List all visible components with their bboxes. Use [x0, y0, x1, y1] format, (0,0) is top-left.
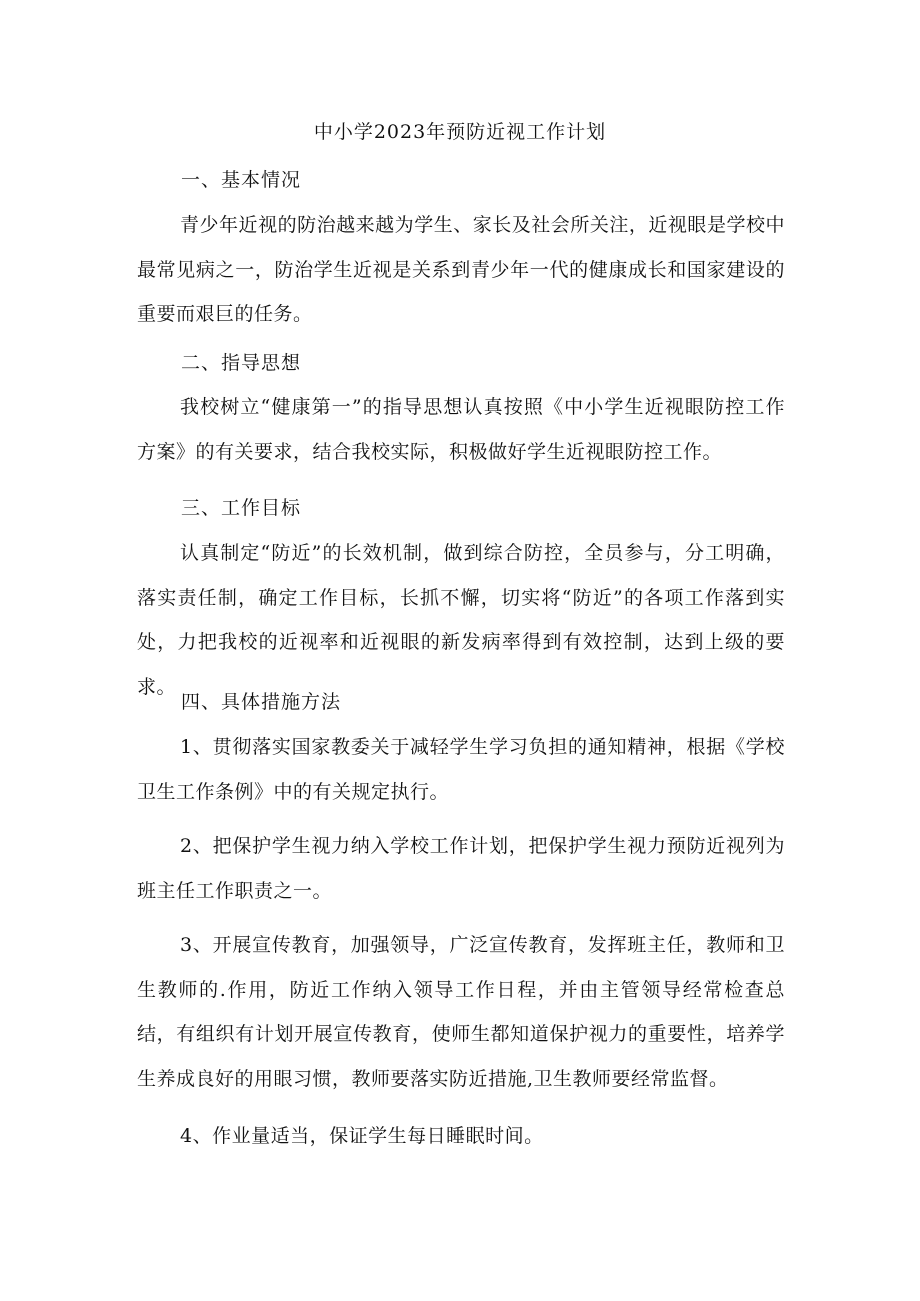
- section-heading-work-goals: 三、工作目标: [181, 497, 302, 519]
- measure-item: 2、把保护学生视力纳入学校工作计划，把保护学生视力预防近视列为班主任工作职责之一。: [137, 835, 785, 902]
- section-body-guiding-ideology: 我校树立“健康第一”的指导思想认真按照《中小学生近视眼防控工作方案》的有关要求，结合我校实际，积极做好学生近视眼防控工作。: [137, 396, 785, 463]
- measure-item: 3、开展宣传教育，加强领导，广泛宣传教育，发挥班主任，教师和卫生教师的.作用，防近工作纳入领导工作日程，并由主管领导经常检查总结，有组织有计划开展宣传教育，使师生都知道保护视力的重要性，培养学生养成良好的用眼习惯，教师要落实防近措施,卫生教师要经常监督。: [137, 934, 785, 1090]
- measure-item: 4、作业量适当，保证学生每日睡眠时间。: [180, 1125, 544, 1147]
- section-body-basic-situation: 青少年近视的防治越来越为学生、家长及社会所关注，近视眼是学校中最常见病之一，防治学生近视是关系到青少年一代的健康成长和国家建设的重要而艰巨的任务。: [137, 214, 785, 325]
- section-heading-guiding-ideology: 二、指导思想: [181, 352, 302, 374]
- section-heading-specific-measures: 四、具体措施方法: [181, 691, 342, 713]
- measure-item: 1、贯彻落实国家教委关于减轻学生学习负担的通知精神，根据《学校卫生工作条例》中的有关规定执行。: [137, 736, 785, 803]
- section-heading-basic-situation: 一、基本情况: [181, 169, 302, 191]
- section-body-work-goals: 认真制定“防近”的长效机制，做到综合防控，全员参与，分工明确，落实责任制，确定工作目标，长抓不懈，切实将“防近”的各项工作落到实处，力把我校的近视率和近视眼的新发病率得到有效控制，达到上级的要求。: [137, 542, 785, 698]
- document-title: 中小学2023年预防近视工作计划: [313, 121, 607, 143]
